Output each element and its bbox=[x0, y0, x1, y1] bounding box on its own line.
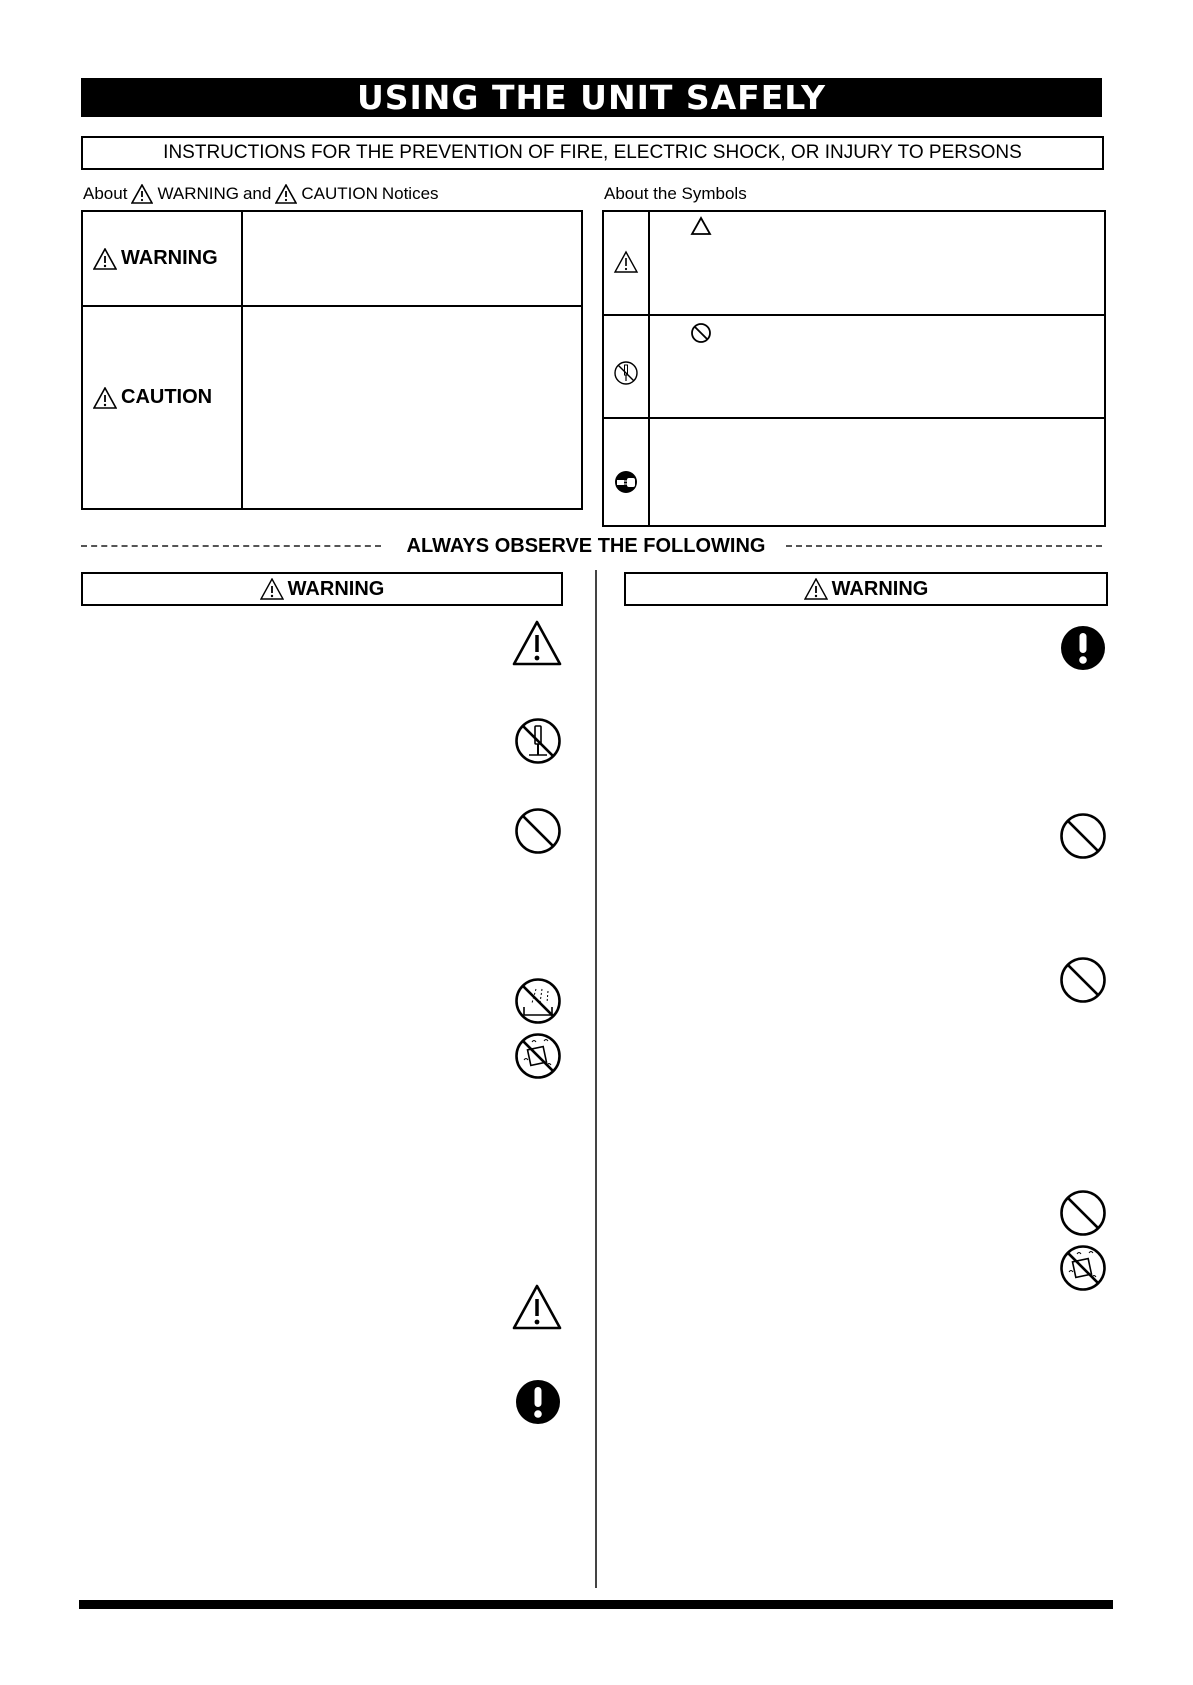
notice-caution-label: CAUTION bbox=[93, 386, 212, 409]
prohibited-icon bbox=[1059, 812, 1107, 860]
warning-triangle-icon bbox=[512, 620, 562, 666]
prohibited-icon bbox=[1059, 1189, 1107, 1237]
right-warning-label: WARNING bbox=[831, 577, 929, 600]
notices-heading-prefix: About bbox=[83, 184, 128, 203]
prohibited-icon bbox=[514, 807, 562, 855]
triangle-outline-icon bbox=[690, 216, 712, 236]
notice-row-warning bbox=[83, 212, 581, 307]
no-flood-icon bbox=[1059, 1244, 1107, 1292]
observe-heading: ALWAYS OBSERVE THE FOLLOWING bbox=[406, 535, 766, 557]
right-warning-header bbox=[624, 572, 1108, 606]
do-not-disassemble-icon bbox=[613, 360, 639, 386]
no-water-icon bbox=[514, 977, 562, 1025]
warning-triangle-icon bbox=[93, 248, 117, 270]
warning-triangle-icon bbox=[131, 184, 153, 204]
prohibited-icon bbox=[690, 322, 712, 344]
left-warning-header bbox=[81, 572, 563, 606]
page-title: USING THE UNIT SAFELY bbox=[81, 78, 1102, 117]
notices-table bbox=[81, 210, 583, 510]
footer-rule bbox=[79, 1600, 1113, 1609]
notices-heading-caution: CAUTION bbox=[301, 184, 378, 203]
prohibited-icon bbox=[1059, 956, 1107, 1004]
do-not-disassemble-icon bbox=[514, 717, 562, 765]
notice-row-caution bbox=[83, 307, 581, 508]
notices-heading bbox=[83, 184, 439, 204]
warning-triangle-icon bbox=[93, 387, 117, 409]
notices-heading-suffix: Notices bbox=[381, 184, 439, 203]
symbols-heading: About the Symbols bbox=[604, 184, 747, 203]
notices-heading-and: and bbox=[242, 184, 272, 203]
notices-heading-warning: WARNING bbox=[157, 184, 239, 203]
dashed-rule bbox=[786, 545, 1102, 547]
warning-triangle-icon bbox=[260, 578, 284, 600]
page-subtitle: INSTRUCTIONS FOR THE PREVENTION OF FIRE, ELECTRIC SHOCK, OR INJURY TO PERSONS bbox=[81, 136, 1104, 170]
no-flood-icon bbox=[514, 1032, 562, 1080]
table-divider bbox=[648, 212, 650, 525]
left-warning-label: WARNING bbox=[287, 577, 385, 600]
notice-warning-label: WARNING bbox=[93, 247, 218, 270]
unplug-icon bbox=[613, 469, 639, 495]
mandatory-icon bbox=[514, 1378, 562, 1426]
table-divider bbox=[604, 417, 1104, 419]
table-divider bbox=[241, 212, 243, 508]
column-divider bbox=[595, 570, 597, 1588]
observe-divider bbox=[81, 534, 1102, 558]
warning-triangle-icon bbox=[275, 184, 297, 204]
dashed-rule bbox=[81, 545, 381, 547]
warning-triangle-icon bbox=[613, 250, 639, 274]
warning-triangle-icon bbox=[512, 1284, 562, 1330]
table-divider bbox=[604, 314, 1104, 316]
symbols-table bbox=[602, 210, 1106, 527]
warning-triangle-icon bbox=[804, 578, 828, 600]
mandatory-icon bbox=[1059, 624, 1107, 672]
